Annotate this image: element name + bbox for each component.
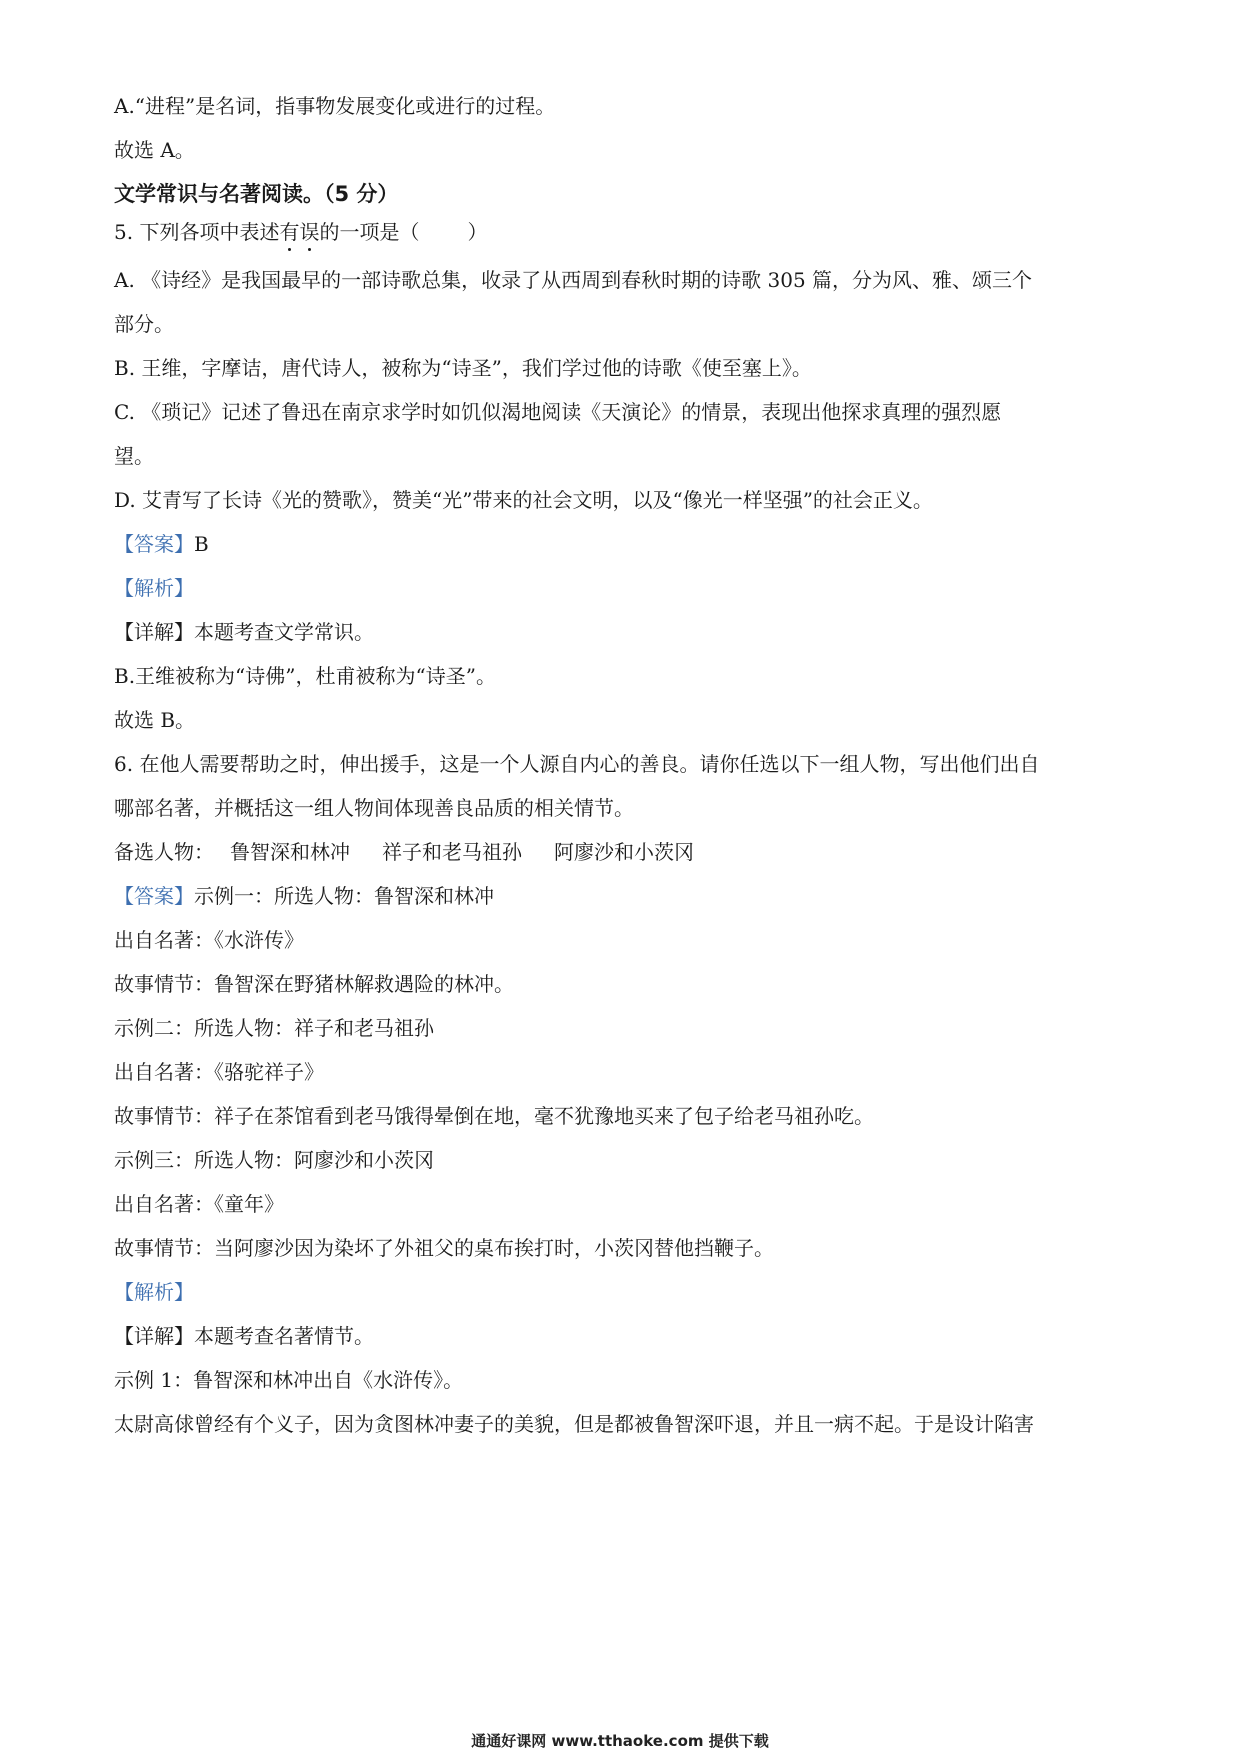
text-line: 故选 B。 xyxy=(114,708,196,732)
question-5-prefix: 5. 下列各项中表述 xyxy=(114,220,280,244)
section-title: 文学常识与名著阅读。（5 分） xyxy=(114,182,399,206)
answer-value: B xyxy=(194,532,209,556)
text-line: 出自名著：《童年》 xyxy=(114,1192,284,1216)
answer-value: 示例一：所选人物：鲁智深和林冲 xyxy=(194,884,494,908)
text-line: 故事情节：祥子在茶馆看到老马饿得晕倒在地，毫不犹豫地买来了包子给老马祖孙吃。 xyxy=(114,1104,874,1128)
candidates-line xyxy=(114,838,1144,866)
text-line: 出自名著：《水浒传》 xyxy=(114,928,304,952)
question-6-cont: 哪部名著，并概括这一组人物间体现善良品质的相关情节。 xyxy=(114,796,634,820)
question-6: 6. 在他人需要帮助之时，伸出援手，这是一个人源自内心的善良。请你任选以下一组人物，写出他们出自 xyxy=(114,752,1040,776)
text-line: 故事情节：鲁智深在野猪林解救遇险的林冲。 xyxy=(114,972,514,996)
candidate-3: 阿廖沙和小茨冈 xyxy=(554,840,694,864)
text-line: 示例 1：鲁智深和林冲出自《水浒传》。 xyxy=(114,1368,464,1392)
analysis-tag: 【解析】 xyxy=(114,1280,194,1304)
candidates-label: 备选人物： xyxy=(114,840,214,864)
option-c-cont: 望。 xyxy=(114,444,154,468)
question-5-suffix: 的一项是（ xyxy=(319,220,420,244)
detail-line: 【详解】本题考查名著情节。 xyxy=(114,1324,374,1348)
option-d: D. 艾青写了长诗《光的赞歌》，赞美“光”带来的社会文明，以及“像光一样坚强”的社会正义。 xyxy=(114,488,933,512)
option-a-cont: 部分。 xyxy=(114,312,174,336)
option-c: C. 《琐记》记述了鲁迅在南京求学时如饥似渴地阅读《天演论》的情景，表现出他探求真理的强烈愿 xyxy=(114,400,1002,424)
answer-line xyxy=(114,530,1144,558)
emphasis-char: 误 xyxy=(299,220,320,244)
candidate-2: 祥子和老马祖孙 xyxy=(382,840,522,864)
emphasis-char: 有 xyxy=(279,220,300,244)
text-line: 示例三：所选人物：阿廖沙和小茨冈 xyxy=(114,1148,434,1172)
candidate-1: 鲁智深和林冲 xyxy=(230,840,350,864)
question-5-close: ） xyxy=(467,220,488,244)
text-line: 故选 A。 xyxy=(114,138,195,162)
answer-tag: 【答案】 xyxy=(114,532,194,556)
option-a: A. 《诗经》是我国最早的一部诗歌总集，收录了从西周到春秋时期的诗歌 305 篇，分为风、雅、颂三个 xyxy=(114,268,1033,292)
detail-line: 【详解】本题考查文学常识。 xyxy=(114,620,374,644)
option-b: B. 王维，字摩诘，唐代诗人，被称为“诗圣”，我们学过他的诗歌《使至塞上》。 xyxy=(114,356,812,380)
answer-tag: 【答案】 xyxy=(114,884,194,908)
answer-line xyxy=(114,882,1144,910)
text-line: 示例二：所选人物：祥子和老马祖孙 xyxy=(114,1016,434,1040)
analysis-tag: 【解析】 xyxy=(114,576,194,600)
page-footer: 通通好课网 www.tthaoke.com 提供下载 xyxy=(471,1732,769,1750)
text-line: 太尉高俅曾经有个义子，因为贪图林冲妻子的美貌，但是都被鲁智深吓退，并且一病不起。于是设计陷害 xyxy=(114,1412,1034,1436)
question-5 xyxy=(114,218,1144,246)
text-line: 出自名著：《骆驼祥子》 xyxy=(114,1060,324,1084)
text-line: B.王维被称为“诗佛”，杜甫被称为“诗圣”。 xyxy=(114,664,496,688)
text-line: 故事情节：当阿廖沙因为染坏了外祖父的桌布挨打时，小茨冈替他挡鞭子。 xyxy=(114,1236,774,1260)
text-line: A.“进程”是名词，指事物发展变化或进行的过程。 xyxy=(114,94,556,118)
